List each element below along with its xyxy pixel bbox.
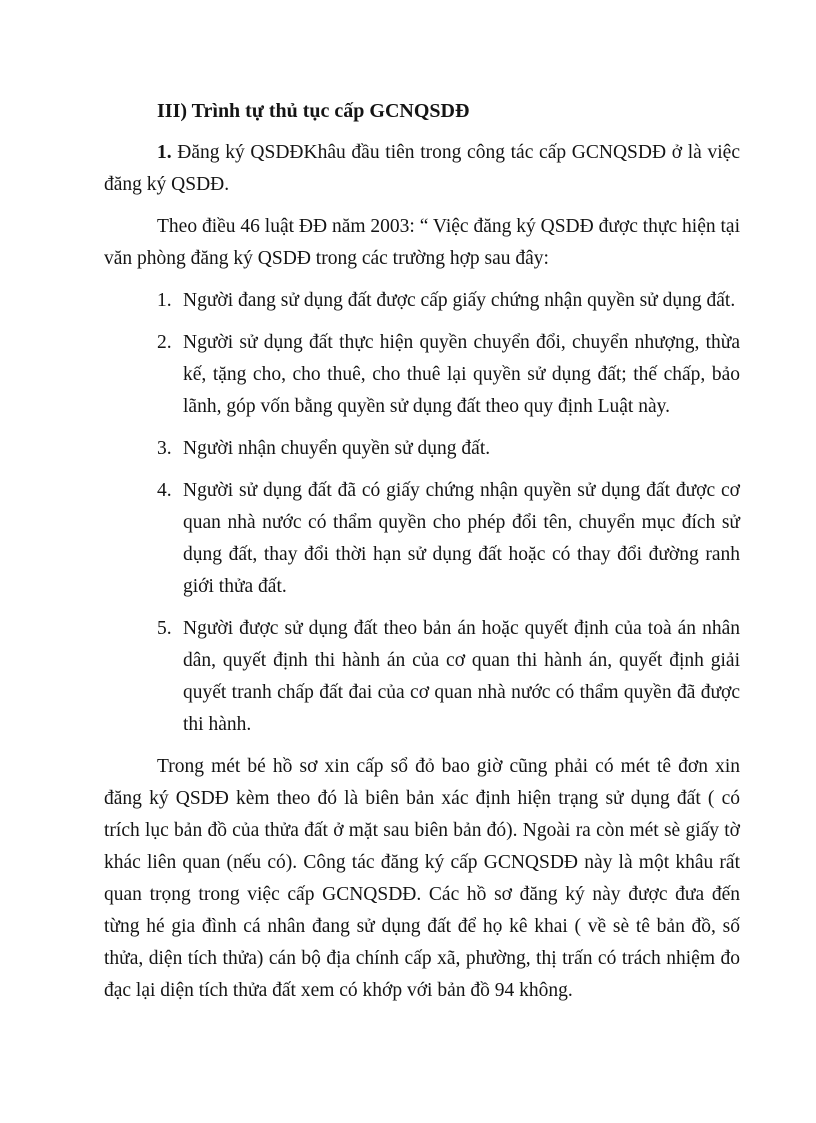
list-item-2-text: Người sử dụng đất thực hiện quyền chuyển đổi, chuyển nhượng, thừa kế, tặng cho, cho thuê, cho thuê lại quyền sử dụng đất; thế chấp, bảo lãnh, góp vốn bằng quyền sử dụng đất theo quy định Luật này. [183,332,740,417]
list-item-1-text: Người đang sử dụng đất được cấp giấy chứng nhận quyền sử dụng đất. [183,290,736,311]
list-item-4-text: Người sử dụng đất đã có giấy chứng nhận quyền sử dụng đất được cơ quan nhà nước có thẩm quyền cho phép đổi tên, chuyển mục đích sử dụng đất, thay đổi thời hạn sử dụng đất hoặc có thay đổi đường ranh giới thửa đất. [183,480,740,597]
paragraph-intro-text: Đăng ký QSDĐKhâu đầu tiên trong công tác cấp GCNQSDĐ ở là việc đăng ký QSDĐ. [104,142,740,195]
paragraph-law-quote: Theo điều 46 luật ĐĐ năm 2003: “ Việc đăng ký QSDĐ được thực hiện tại văn phòng đăng ký QSDĐ trong các trường hợp sau đây: [104,216,740,269]
document-body [104,95,740,1007]
list-item-5 [104,613,740,741]
list-item-3-number: 3. [157,438,172,459]
paragraph-intro-number: 1. [157,142,172,163]
list-item-4-number: 4. [157,480,172,501]
list-item-3-text: Người nhận chuyển quyền sử dụng đất. [183,438,491,459]
list-item-2-number: 2. [157,332,172,353]
list-item-2 [104,327,740,423]
section-heading: III) Trình tự thủ tục cấp GCNQSDĐ [157,100,470,122]
list-item-3 [104,433,740,465]
list-item-5-number: 5. [157,618,172,639]
list-item-1-number: 1. [157,290,172,311]
list-item-1 [104,285,740,317]
paragraph-closing: Trong mét bé hồ sơ xin cấp sổ đỏ bao giờ cũng phải có mét tê đơn xin đăng ký QSDĐ kèm theo đó là biên bản xác định hiện trạng sử dụng đất ( có trích lục bản đồ của thửa đất ở mặt sau biên bản đó). Ngoài ra còn mét sè giấy tờ khác liên quan (nếu có). Công tác đăng ký cấp GCNQSDĐ này là một khâu rất quan trọng trong việc cấp GCNQSDĐ. Các hồ sơ đăng ký này được đưa đến từng hé gia đình cá nhân đang sử dụng đất để họ kê khai ( về sè tê bản đồ, số thửa, diện tích thửa) cán bộ địa chính cấp xã, phường, thị trấn có trách nhiệm đo đạc lại diện tích thửa đất xem có khớp với bản đồ 94 không. [104,756,740,1001]
list-item-4 [104,475,740,603]
paragraph-intro [104,137,740,201]
list-item-5-text: Người được sử dụng đất theo bản án hoặc quyết định của toà án nhân dân, quyết định thi hành án của cơ quan thi hành án, quyết định giải quyết tranh chấp đất đai của cơ quan nhà nước có thẩm quyền đã được thi hành. [183,618,740,735]
